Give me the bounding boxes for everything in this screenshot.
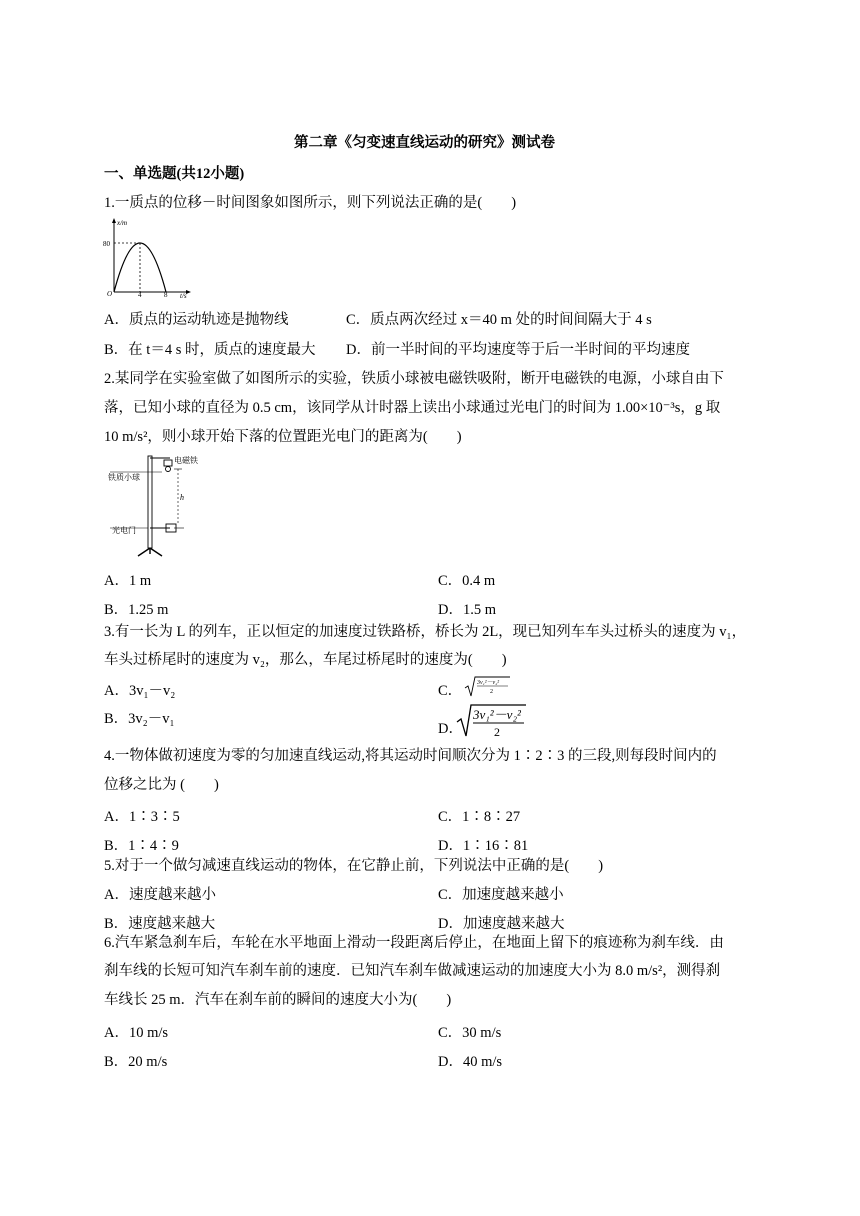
q2-option-c: C．0.4 m bbox=[438, 573, 496, 589]
q5-stem: 5.对于一个做匀减速直线运动的物体，在它静止前，下列说法中正确的是( ) bbox=[104, 858, 604, 874]
section-heading: 一、单选题(共12小题) bbox=[104, 166, 245, 182]
q1-xlabel: t/s bbox=[180, 292, 187, 298]
q1-option-d: D．前一半时间的平均速度等于后一半时间的平均速度 bbox=[346, 342, 690, 358]
q2-stem-line3: 10 m/s²，则小球开始下落的位置距光电门的距离为( ) bbox=[104, 429, 462, 445]
q5-option-b: B．速度越来越大 bbox=[104, 916, 216, 932]
q2-option-d: D．1.5 m bbox=[438, 602, 496, 618]
q6-option-c: C．30 m/s bbox=[438, 1025, 502, 1041]
q3-option-a: A．3v₁－v₂ bbox=[104, 683, 176, 699]
q2-option-b: B．1.25 m bbox=[104, 602, 169, 618]
q5-option-c: C．加速度越来越小 bbox=[438, 887, 564, 903]
q6-stem-line1: 6.汽车紧急刹车后，车轮在水平地面上滑动一段距离后停止，在地面上留下的痕迹称为刹车线．由 bbox=[104, 935, 724, 951]
q1-position-time-graph bbox=[102, 216, 194, 298]
q1-origin: O bbox=[107, 290, 113, 298]
q4-option-c: C．1∶8∶27 bbox=[438, 809, 521, 825]
q3-option-d-label: D． bbox=[438, 721, 463, 737]
q1-stem: 1.一质点的位移－时间图象如图所示，则下列说法正确的是( ) bbox=[104, 195, 517, 211]
q2-stem-line1: 2.某同学在实验室做了如图所示的实验，铁质小球被电磁铁吸附，断开电磁铁的电源，小球自由下 bbox=[104, 371, 724, 387]
q2-magnet bbox=[164, 460, 172, 466]
q4-option-a: A．1∶3∶5 bbox=[104, 809, 180, 825]
q1-y-arrow bbox=[112, 218, 116, 223]
q2-stem-line2: 落，已知小球的直径为 0.5 cm，该同学从计时器上读出小球通过光电门的时间为 1.00×10⁻³s，g 取 bbox=[104, 400, 721, 416]
q1-x-arrow bbox=[186, 290, 191, 294]
svg-text:3v₁²－v₂²: 3v₁²－v₂² bbox=[473, 707, 521, 722]
q2-ball-label: 铁质小球 bbox=[108, 473, 140, 482]
q6-option-a: A．10 m/s bbox=[104, 1025, 169, 1041]
q2-magnet-label: 电磁铁 bbox=[174, 456, 198, 465]
q4-option-d: D．1∶16∶81 bbox=[438, 838, 529, 854]
q5-option-a: A．速度越来越小 bbox=[104, 887, 216, 903]
q2-stand-pole bbox=[148, 456, 152, 548]
q3-option-c-label: C． bbox=[438, 683, 463, 699]
q2-apparatus-figure bbox=[104, 452, 216, 560]
q1-ylabel: x/m bbox=[117, 219, 128, 227]
q3-stem-line1: 3.有一长为 L 的列车，正以恒定的加速度过铁路桥，桥长为 2L，现已知列车车头过桥头的速度为 v₁， bbox=[104, 624, 747, 640]
q2-h-label: h bbox=[180, 493, 184, 502]
q1-ytick: 80 bbox=[103, 240, 110, 248]
q5-option-d: D．加速度越来越大 bbox=[438, 916, 565, 932]
q4-stem-line2: 位移之比为 ( ) bbox=[104, 777, 219, 793]
q4-option-b: B．1∶4∶9 bbox=[104, 838, 179, 854]
q1-option-a: A．质点的运动轨迹是抛物线 bbox=[104, 312, 289, 328]
q6-option-d: D．40 m/s bbox=[438, 1054, 503, 1070]
q3-option-b: B．3v₂－v₁ bbox=[104, 711, 175, 727]
q1-xtick-8: 8 bbox=[164, 291, 168, 298]
q1-option-c: C．质点两次经过 x＝40 m 处的时间间隔大于 4 s bbox=[346, 312, 652, 328]
q3-stem-line2: 车头过桥尾时的速度为 v₂，那么，车尾过桥尾时的速度为( ) bbox=[104, 652, 507, 668]
svg-text:2: 2 bbox=[494, 725, 500, 739]
q6-stem-line2: 刹车线的长短可知汽车刹车前的速度．已知汽车刹车做减速运动的加速度大小为 8.0 m/s²，测得刹 bbox=[104, 963, 721, 979]
q2-gate-label: 光电门 bbox=[112, 526, 136, 535]
q3-option-d-formula bbox=[456, 702, 528, 740]
q6-option-b: B．20 m/s bbox=[104, 1054, 168, 1070]
q4-stem-line1: 4.一物体做初速度为零的匀加速直线运动,将其运动时间顺次分为 1∶2∶3 的三段,则每段时间内的 bbox=[104, 748, 717, 764]
q2-stand-base bbox=[138, 548, 162, 556]
q2-ball bbox=[166, 467, 171, 472]
q2-option-a: A．1 m bbox=[104, 573, 152, 589]
q6-stem-line3: 车线长 25 m．汽车在刹车前的瞬间的速度大小为( ) bbox=[104, 992, 452, 1008]
svg-text:3v₁²－v₂²: 3v₁²－v₂² bbox=[477, 680, 500, 686]
svg-text:2: 2 bbox=[490, 689, 493, 695]
q1-option-b: B．在 t＝4 s 时，质点的速度最大 bbox=[104, 342, 316, 358]
q1-xtick-4: 4 bbox=[138, 291, 142, 298]
q3-option-c-formula bbox=[464, 674, 512, 700]
page-title: 第二章《匀变速直线运动的研究》测试卷 bbox=[294, 135, 555, 151]
